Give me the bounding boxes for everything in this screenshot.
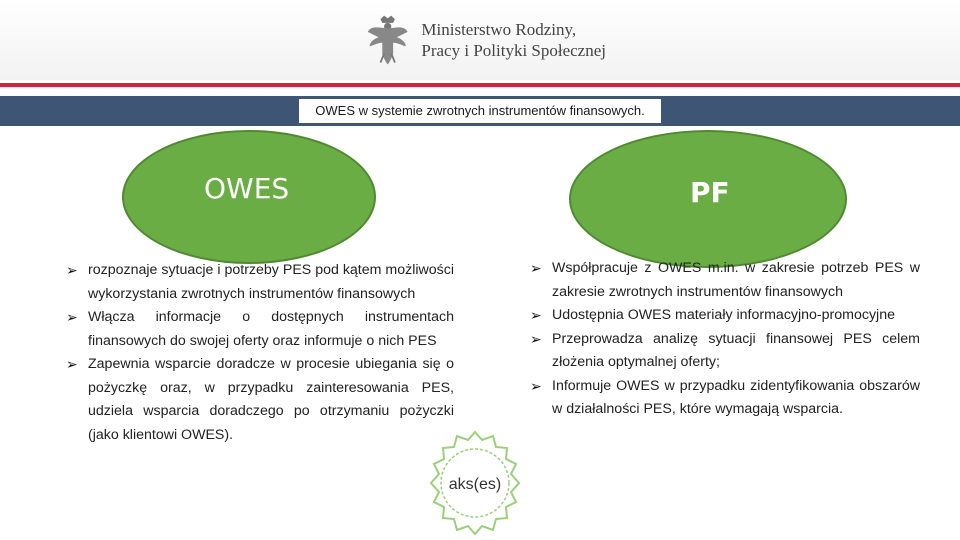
list-item-text: rozpoznaje sytuacje i potrzeby PES pod kątem możliwości wykorzystania zwrotnych instrumentów finansowych	[88, 262, 454, 302]
ministry-name	[421, 19, 606, 61]
ministry-name-line-2: Pracy i Polityki Społecznej	[421, 41, 606, 60]
arrow-bullet-icon: ➢	[66, 262, 78, 278]
arrow-bullet-icon: ➢	[66, 309, 78, 325]
arrow-bullet-icon: ➢	[530, 307, 542, 323]
ministry-name-line-1: Ministerstwo Rodziny,	[421, 20, 577, 39]
title-banner	[0, 96, 960, 126]
list-item	[530, 257, 920, 304]
list-item-text: Informuje OWES w przypadku zidentyfikowania obszarów w działalności PES, które wymagają wsparcia.	[552, 377, 920, 417]
list-item-text: Zapewnia wsparcie doradcze w procesie ubiegania się o pożyczkę oraz, w przypadku zainteresowania PES, udziela wsparcia doradczego po otrzymaniu pożyczki (jako klientowi OWES).	[88, 356, 454, 443]
owes-responsibilities-list	[66, 259, 454, 447]
eagle-emblem-icon	[366, 11, 409, 69]
owes-heading: OWES	[204, 172, 290, 205]
list-item-text: Przeprowadza analizę sytuacji finansowej PES celem złożenia optymalnej oferty;	[552, 330, 920, 370]
list-item	[530, 304, 920, 328]
list-item-text: Współpracuje z OWES m.in. w zakresie potrzeb PES w zakresie zwrotnych instrumentów finansowych	[552, 260, 920, 300]
list-item	[66, 353, 454, 447]
flag-stripe-red	[0, 83, 960, 87]
ministry-logo	[366, 8, 606, 72]
stamp-center-text: aks(es)	[448, 476, 502, 493]
pf-heading: PF	[690, 176, 730, 209]
list-item	[530, 328, 920, 375]
akses-stamp-logo	[420, 428, 530, 538]
arrow-bullet-icon: ➢	[530, 377, 542, 394]
list-item-text: Włącza informacje o dostępnych instrumentach finansowych do swojej oferty oraz informuje o nich PES	[88, 309, 454, 349]
arrow-bullet-icon: ➢	[530, 330, 542, 347]
arrow-bullet-icon: ➢	[66, 356, 78, 372]
slide-title: OWES w systemie zwrotnych instrumentów finansowych.	[299, 99, 660, 123]
arrow-bullet-icon: ➢	[530, 260, 542, 276]
list-item	[66, 306, 454, 353]
list-item	[530, 375, 920, 422]
pf-responsibilities-list	[530, 257, 920, 422]
list-item	[66, 259, 454, 306]
list-item-text: Udostępnia OWES materiały informacyjno-promocyjne	[552, 307, 895, 323]
header	[0, 0, 960, 80]
